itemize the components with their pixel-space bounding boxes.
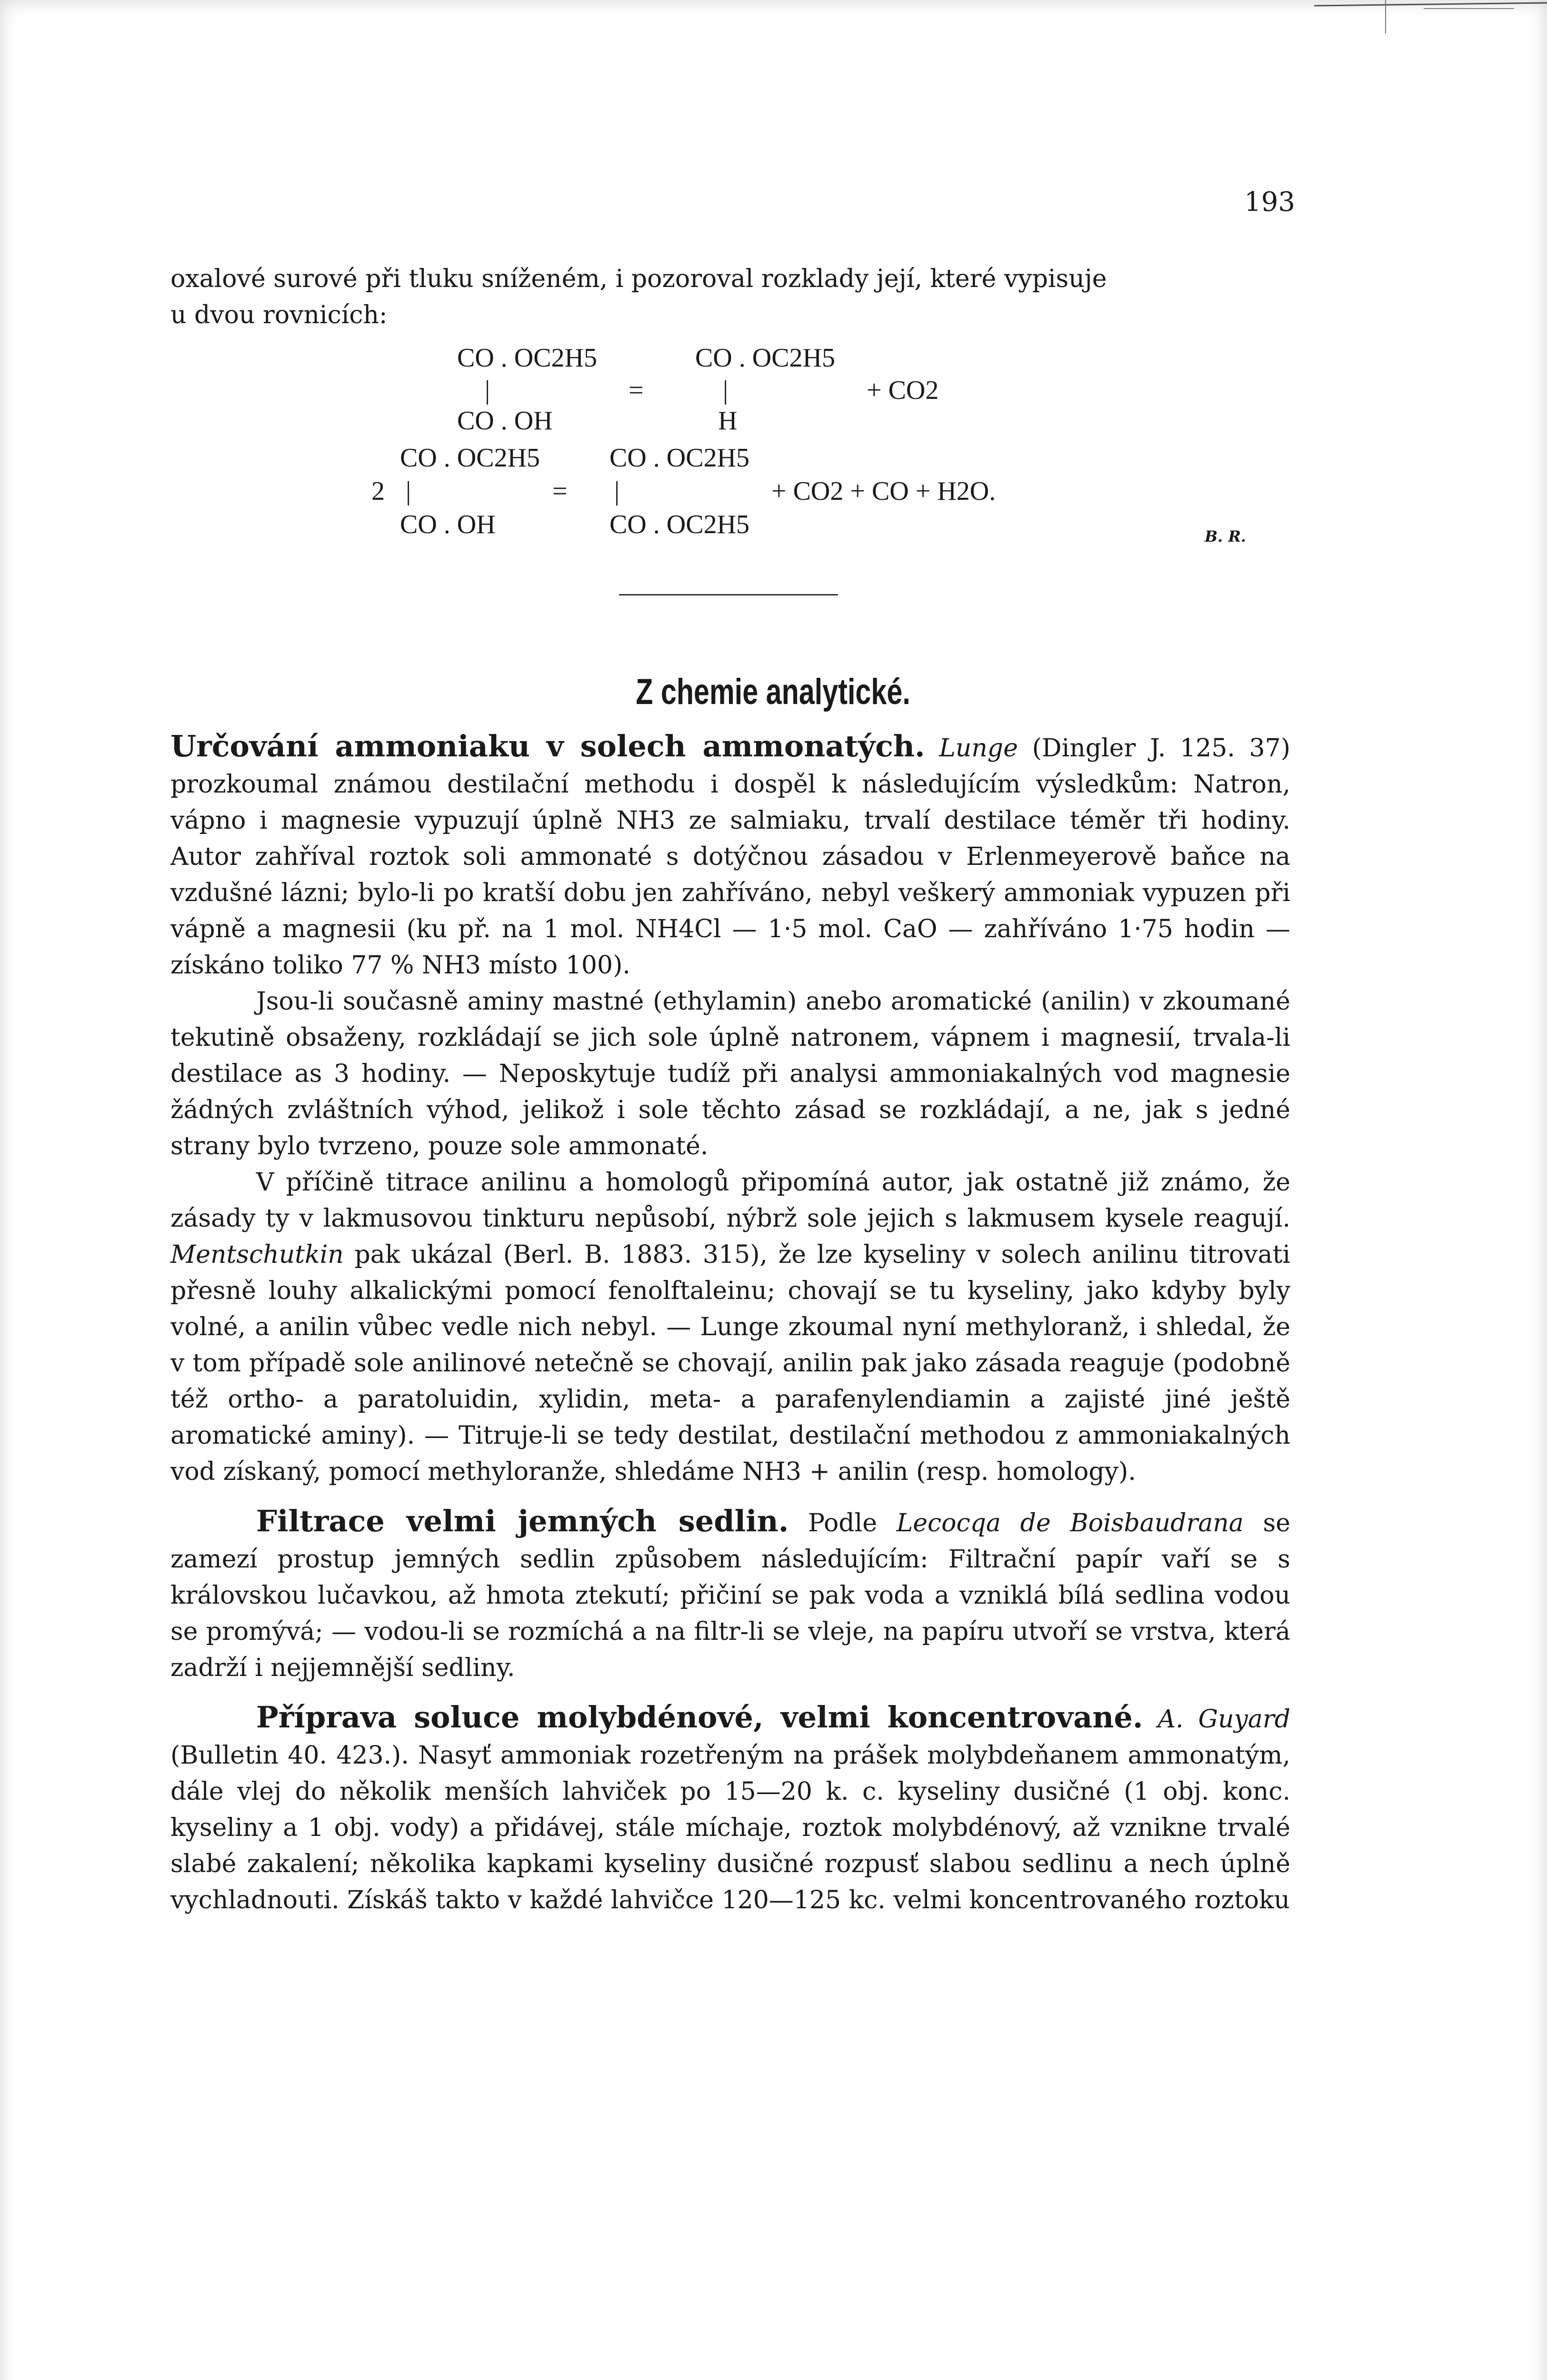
intro-line-1: oxalové surové při tluku sníženém, i pozoroval rozklady její, které vypisuje xyxy=(170,265,1107,293)
article-ammonia-text-1: prozkoumal známou destilační methodu i dospěl k následujícím výsledkům: Natron, vápno i magnesie vypuzují úplně NH3 ze salmiaku, trvalí destilace téměr tři hodiny. Autor zahříval roztok soli ammonaté s dotýčnou zásadou v Erlenmeyerově baňce na vzdušné lázni; bylo-li po kratší dobu jen zahříváno, nebyl veškerý ammoniak vypuzen při vápně a magnesii (ku př. na 1 mol. NH4Cl — 1·5 mol. CaO — zahříváno 1·75 hodin — získáno toliko 77 % NH3 místo 100). xyxy=(170,770,1290,980)
spacer xyxy=(170,1686,1290,1699)
formula-r1-equals: = xyxy=(629,376,644,405)
article-ammonia-para-2: Jsou-li současně aminy mastné (ethylamin) anebo aromatické (anilin) v zkoumané tekutině obsaženy, rozkládají se jich sole úplně natronem, vápnem i magnesií, trvala-li destilace as 3 hodiny. — Neposkytuje tudíž při analysi ammoniakalných vod magnesie žádných zvláštních výhod, jelikož i sole těchto zásad se rozkládají, a ne, jak s jedné strany bylo tvrzeno, pouze sole ammonaté. xyxy=(170,987,1290,1160)
article-ammonia-citation: (Dingler J. 125. 37) xyxy=(1032,734,1291,763)
author-initials: B. R. xyxy=(1205,527,1247,545)
formula-r4-equals: = xyxy=(552,476,568,506)
page-number: 193 xyxy=(1244,187,1295,218)
article-filtration-heading: Filtrace velmi jemných sedlin. xyxy=(256,1504,789,1538)
section-divider xyxy=(619,594,838,595)
article-filtration-author: Lecocqa de Boisbaudrana xyxy=(896,1509,1244,1537)
formula-r1-right: CO . OC2H5 xyxy=(695,343,836,373)
formula-r5-right: CO . OC2H5 xyxy=(609,510,750,539)
article-body xyxy=(170,728,1290,1918)
article-molybdenum-author: A. Guyard xyxy=(1158,1705,1290,1734)
article-ammonia-text-3b: pak ukázal (Berl. B. 1883. 315), že lze kyseliny v solech anilinu titrovati přesně louhy alkalickými pomocí fenolftaleinu; chovají se tu kyseliny, jako kdyby byly volné, a anilin vůbec vedle nich nebyl. — Lunge zkoumal nyní methyloranž, i shledal, že v tom případě sole anilinové netečně se chovají, anilin pak jako zásada reaguje (podobně též ortho- a paratoluidin, xylidin, meta- a parafenylendiamin a zajisté jiné ještě aromatické aminy). — Titruje-li se tedy destilat, destilační methodou z ammoniakalných vod získaný, pomocí methyloranže, shledáme NH3 + anilin (resp. homology). xyxy=(170,1240,1291,1486)
formula-r5-left: CO . OH xyxy=(400,510,496,539)
formula-r4-bar-left: | xyxy=(406,476,411,506)
article-ammonia-author: Lunge xyxy=(939,734,1018,763)
reaction-equations xyxy=(362,333,1171,571)
intro-paragraph xyxy=(170,261,1290,333)
formula-r4-bar-right: | xyxy=(614,476,620,506)
formula-r1-left: CO . OC2H5 xyxy=(457,343,598,373)
formula-r3-right: CO . OC2H5 xyxy=(609,443,750,473)
section-title: Z chemie analytické. xyxy=(636,672,910,712)
formula-r2-left: CO . OH xyxy=(457,406,553,436)
article-filtration-lead: Podle xyxy=(808,1509,877,1537)
article-ammonia-para-3 xyxy=(170,1164,1290,1490)
formula-r4-plus: + CO2 + CO + H2O. xyxy=(771,476,996,506)
article-molybdenum-text: (Bulletin 40. 423.). Nasyť ammoniak rozetřeným na prášek molybdeňanem ammonatým, dále vlej do několik menších lahviček po 15—20 k. c. kyseliny dusičné (1 obj. konc. kyseliny a 1 obj. vody) a přidávej, stále míchaje, roztok molybdénový, až vznikne trvalé slabé zakalení; několika kapkami kyseliny dusičné rozpusť slabou sedlinu a nech úplně vychladnouti. Získáš takto v každé lahvičce 120—125 kc. velmi koncentrovaného roztoku xyxy=(170,1741,1290,1914)
article-filtration-text: se zamezí prostup jemných sedlin způsobem následujícím: Filtrační papír vaří se s královskou lučavkou, až hmota ztekutí; přičiní se pak voda a vzniklá bílá sedlina vodou se promývá; — vodou-li se rozmíchá a na filtr-li se vleje, na papíru utvoří se vrstva, která zadrží i nejjemnější sedliny. xyxy=(170,1509,1290,1682)
article-ammonia-heading: Určování ammoniaku v solech ammonatých. xyxy=(170,729,925,764)
formula-r1-bar-right: | xyxy=(723,376,729,405)
formula-r1-plus: + CO2 xyxy=(867,376,939,405)
formula-r4-coefficient: 2 xyxy=(371,476,385,506)
intro-line-2: u dvou rovnicích: xyxy=(170,301,388,329)
article-ammonia-para-1 xyxy=(170,728,1290,983)
formula-r3-left: CO . OC2H5 xyxy=(400,443,540,473)
article-molybdenum-heading: Příprava soluce molybdénové, velmi koncentrované. xyxy=(256,1700,1143,1735)
formula-r1-bar-left: | xyxy=(485,376,490,405)
formula-r2-right: H xyxy=(718,406,738,436)
article-filtration xyxy=(170,1503,1290,1686)
spacer xyxy=(170,1490,1290,1503)
article-molybdenum xyxy=(170,1699,1290,1918)
scan-edge-mark xyxy=(1314,0,1547,38)
article-ammonia-author-2: Mentschutkin xyxy=(170,1240,344,1269)
article-ammonia-text-3a: V příčině titrace anilinu a homologů připomíná autor, jak ostatně již známo, že zásady ty v lakmusovou tinkturu nepůsobí, nýbrž sole jejich s lakmusem kysele reagují. xyxy=(170,1168,1290,1233)
